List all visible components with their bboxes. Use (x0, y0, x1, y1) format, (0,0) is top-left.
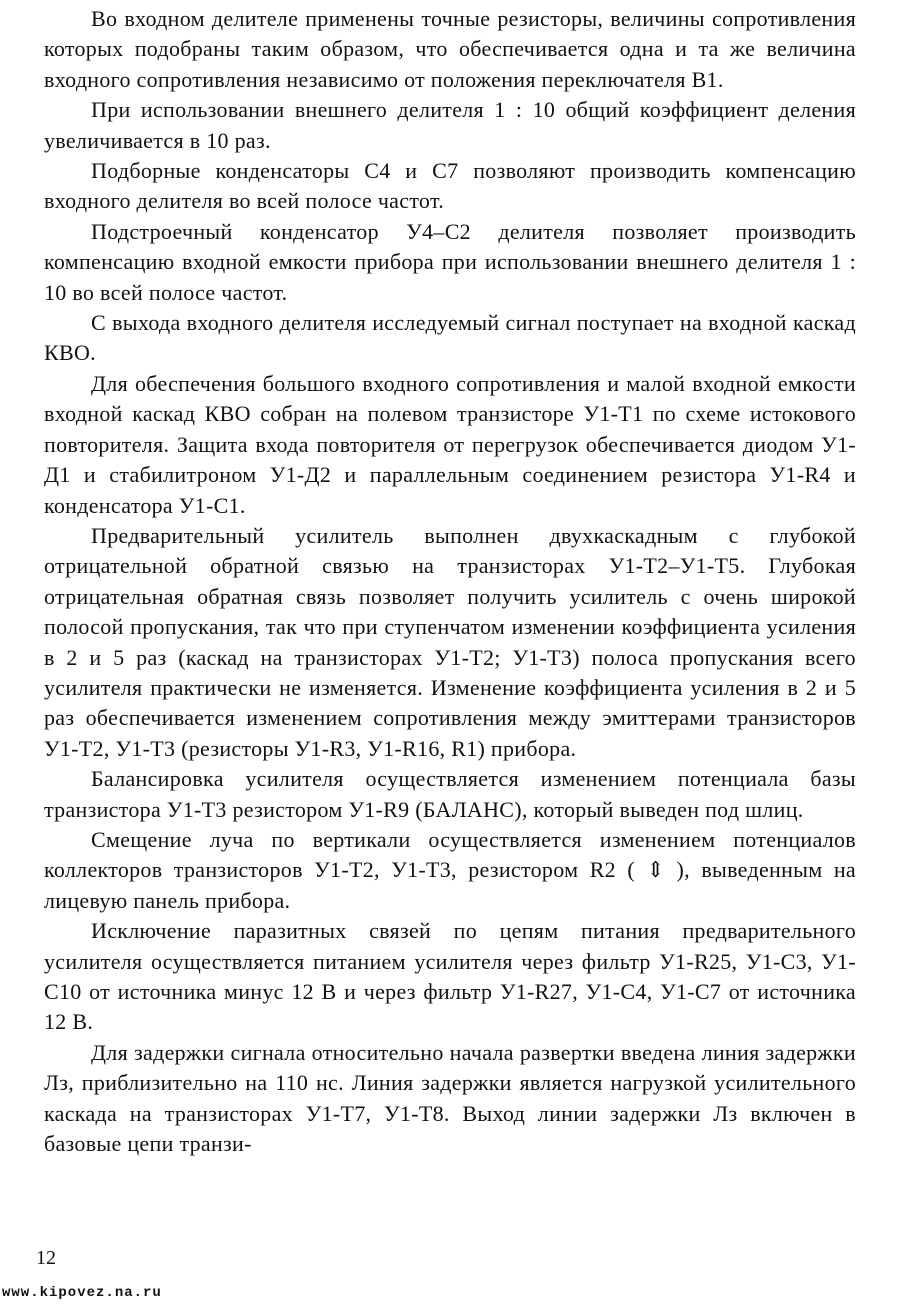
paragraph-input-stage: Для обеспечения большого входного сопротивления и малой входной емкости входной каскад КВО собран на полевом транзисторе У1-Т1 по схеме истокового повторителя. Защита входа повторителя от перегрузок обеспечивается диодом У1-Д1 и стабилитроном У1-Д2 и параллельным соединением резистора У1-R4 и конденсатора У1-С1. (44, 370, 856, 518)
body-text (44, 4, 856, 1159)
paragraph-signal-output: С выхода входного делителя исследуемый сигнал поступает на входной каскад КВО. (44, 310, 856, 366)
paragraph-external-divider: При использовании внешнего делителя 1 : 10 общий коэффициент деления увеличивается в 10 раз. (44, 97, 856, 153)
paragraph-balancing: Балансировка усилителя осуществляется изменением потенциала базы транзистора У1-Т3 резистором У1-R9 (БАЛАНС), который выведен под шлиц. (44, 766, 856, 822)
paragraph-trimmer-capacitor: Подстроечный конденсатор У4–С2 делителя позволяет производить компенсацию входной емкости прибора при использовании внешнего делителя 1 : 10 во всей полосе частот. (44, 218, 856, 305)
paragraph-beam-shift: Смещение луча по вертикали осуществляется изменением потенциалов коллекторов транзисторов У1-Т2, У1-Т3, резистором R2 ( ⇕ ), выведенным на лицевую панель прибора. (44, 826, 856, 913)
paragraph-input-divider: Во входном делителе применены точные резисторы, величины сопротивления которых подобраны таким образом, что обеспечивается одна и та же величина входного сопротивления независимо от положения переключателя В1. (44, 6, 856, 92)
paragraph-power-filter: Исключение паразитных связей по цепям питания предварительного усилителя осуществляется питанием усилителя через фильтр У1-R25, У1-С3, У1-С10 от источника минус 12 В и через фильтр У1-R27, У1-С4, У1-С7 от источника 12 В. (44, 918, 856, 1035)
paragraph-capacitors: Подборные конденсаторы С4 и С7 позволяют производить компенсацию входного делителя во всей полосе частот. (44, 158, 856, 214)
footer-url: www.kipovez.na.ru (2, 1285, 162, 1301)
paragraph-delay-line: Для задержки сигнала относительно начала развертки введена линия задержки Лз, приблизительно на 110 нс. Линия задержки является нагрузкой усилительного каскада на транзисторах У1-Т7, У1-Т8. Выход линии задержки Лз включен в базовые цепи транзи- (44, 1039, 856, 1157)
page-number: 12 (36, 1247, 56, 1269)
paragraph-preamplifier: Предварительный усилитель выполнен двухкаскадным с глубокой отрицательной обратной связью на транзисторах У1-Т2–У1-Т5. Глубокая отрицательная обратная связь позволяет получить усилитель с очень широкой полосой пропускания, так что при ступенчатом изменении коэффициента усиления в 2 и 5 раз (каскад на транзисторах У1-Т2; У1-Т3) полоса пропускания всего усилителя практически не изменяется. Изменение коэффициента усиления в 2 и 5 раз обеспечивается изменением сопротивления между эмиттерами транзисторов У1-Т2, У1-Т3 (резисторы У1-R3, У1-R16, R1) прибора. (44, 522, 856, 761)
